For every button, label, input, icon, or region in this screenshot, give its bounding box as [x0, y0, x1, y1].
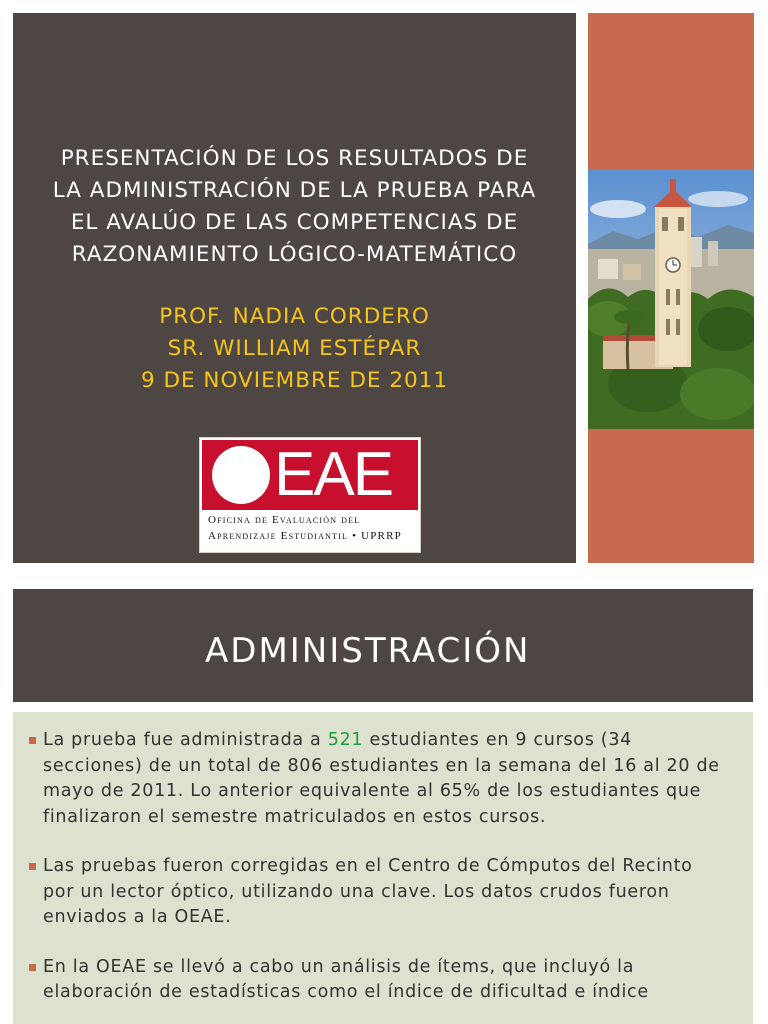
logo-subtitle-line2: Aprendizaje Estudiantil • UPRRP	[208, 530, 402, 542]
bullet-square-icon	[29, 964, 36, 971]
bullet-list	[29, 728, 729, 1024]
bullet-item	[29, 955, 729, 1006]
clock-tower-illustration	[588, 169, 754, 429]
title-slide	[13, 13, 576, 563]
highlighted-number: 521	[327, 730, 364, 750]
title-line: EL AVALÚO DE LAS COMPETENCIAS DE	[70, 210, 519, 235]
section-title: ADMINISTRACIÓN	[205, 631, 531, 671]
section-body	[13, 712, 753, 1024]
side-accent-panel	[588, 13, 754, 563]
bullet-square-icon	[29, 863, 36, 870]
author-name: PROF. NADIA CORDERO	[159, 304, 430, 329]
logo-letters: EAE	[274, 440, 393, 509]
bullet-square-icon	[29, 737, 36, 744]
clock-tower-photo	[588, 169, 754, 429]
logo-red-band	[202, 440, 418, 510]
bullet-text: En la OEAE se llevó a cabo un análisis de ítems, que incluyó la elaboración de estadísticas como el índice de dificultad e índice	[43, 956, 649, 1002]
bullet-text: La prueba fue administrada a	[43, 730, 328, 750]
logo-o-circle	[212, 446, 270, 504]
title-line: LA ADMINISTRACIÓN DE LA PRUEBA PARA	[52, 178, 537, 203]
title-line: PRESENTACIÓN DE LOS RESULTADOS DE	[60, 146, 529, 171]
bullet-text: estudiantes en 9 cursos (34 secciones) de un total de 806 estudiantes en la semana del 16 al 20 de mayo de 2011. Lo anterior equivalente al 65% de los estudiantes que finalizaron el semestre matriculados en estos cursos.	[43, 730, 720, 827]
presentation-date: 9 DE NOVIEMBRE DE 2011	[140, 368, 449, 393]
authors-block	[13, 301, 576, 397]
logo-subtitle-line1: Oficina de Evaluación del	[208, 514, 361, 526]
presentation-title	[13, 143, 576, 271]
bullet-item	[29, 728, 729, 830]
author-name: SR. WILLIAM ESTÉPAR	[167, 336, 422, 361]
bullet-text: Las pruebas fueron corregidas en el Centro de Cómputos del Recinto por un lector óptico, utilizando una clave. Los datos crudos fueron enviados a la OEAE.	[43, 856, 693, 927]
oeae-logo	[199, 437, 421, 553]
section-header	[13, 589, 753, 702]
title-line: RAZONAMIENTO LÓGICO-MATEMÁTICO	[71, 242, 518, 267]
bullet-item	[29, 854, 729, 931]
